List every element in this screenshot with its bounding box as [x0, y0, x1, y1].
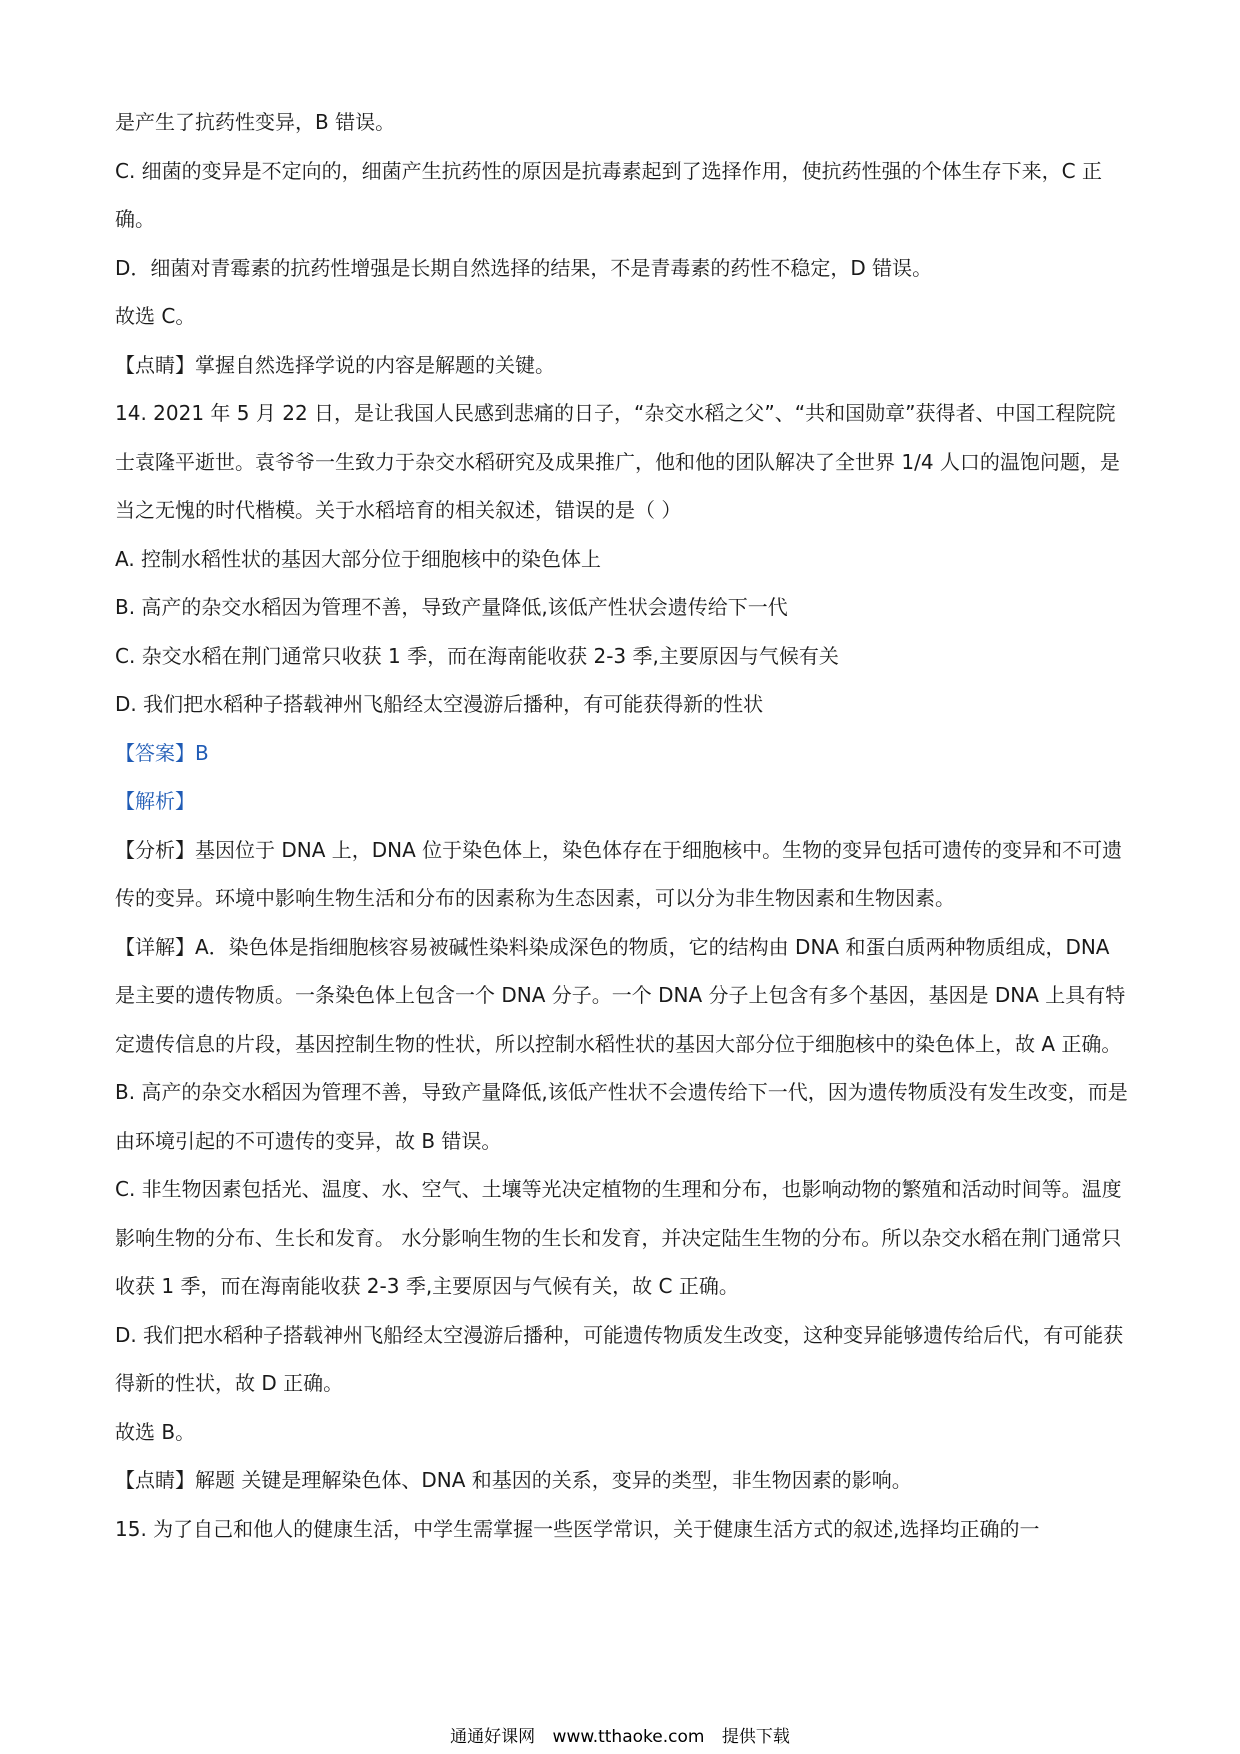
page-footer	[0, 1722, 1240, 1747]
paragraph-13d: D．细菌对青霉素的抗药性增强是长期自然选择的结果，不是青毒素的药性不稳定，D 错误。	[115, 255, 933, 280]
question-15-stem: 15. 为了自己和他人的健康生活，中学生需掌握一些医学常识，关于健康生活方式的叙述,选择均正确的一	[115, 1516, 1040, 1541]
question-14-detail-a: 【详解】A．染色体是指细胞核容易被碱性染料染成深色的物质，它的结构由 DNA 和蛋白质两种物质组成，DNA 是主要的遗传物质。一条染色体上包含一个 DNA 分子。一个 DNA 分子上包含有多个基因，基因是 DNA 上具有特定遗传信息的片段，基因控制生物的性状，所以控制水稻性状的基因大部分位于细胞核中的染色体上，故 A 正确。	[115, 934, 1126, 1056]
question-14-answer: 【答案】B	[115, 740, 209, 765]
paragraph-13c: C. 细菌的变异是不定向的，细菌产生抗药性的原因是抗毒素起到了选择作用，使抗药性强的个体生存下来，C 正确。	[115, 158, 1103, 231]
paragraph-13b-conclusion: 是产生了抗药性变异，B 错误。	[115, 110, 396, 134]
paragraph-13-choice: 故选 C。	[115, 304, 196, 328]
paragraph-13-tip: 【点睛】掌握自然选择学说的内容是解题的关键。	[115, 352, 555, 377]
question-14-detail-c: C. 非生物因素包括光、温度、水、空气、土壤等光决定植物的生理和分布，也影响动物的繁殖和活动时间等。温度影响生物的分布、生长和发育。 水分影响生物的生长和发育，并决定陆生生物的分布。所以杂交水稻在荆门通常只收获 1 季，而在海南能收获 2-3 季,主要原因与气候有关，故 C 正确。	[115, 1177, 1122, 1298]
question-14-detail-d: D. 我们把水稻种子搭载神州飞船经太空漫游后播种，可能遗传物质发生改变，这种变异能够遗传给后代，有可能获得新的性状，故 D 正确。	[115, 1322, 1124, 1395]
question-14-tip: 【点睛】解题 关键是理解染色体、DNA 和基因的关系，变异的类型，非生物因素的影响。	[115, 1468, 912, 1492]
question-14-option-d: D. 我们把水稻种子搭载神州飞船经太空漫游后播种，有可能获得新的性状	[115, 692, 764, 716]
document-body	[115, 98, 1130, 1553]
footer-url[interactable]: www.tthaoke.com	[552, 1727, 705, 1747]
question-14-stem: 14. 2021 年 5 月 22 日，是让我国人民感到悲痛的日子，“杂交水稻之父”、“共和国勋章”获得者、中国工程院院士袁隆平逝世。袁爷爷一生致力于杂交水稻研究及成果推广，他和他的团队解决了全世界 1/4 人口的温饱问题，是当之无愧的时代楷模。关于水稻培育的相关叙述，错误的是（ ）	[115, 401, 1120, 522]
footer-site-name: 通通好课网	[450, 1727, 536, 1747]
question-14-analysis-heading: 【解析】	[115, 789, 195, 813]
footer-suffix: 提供下载	[721, 1727, 790, 1747]
question-14-option-c: C. 杂交水稻在荆门通常只收获 1 季，而在海南能收获 2-3 季,主要原因与气候有关	[115, 643, 839, 668]
question-14-option-b: B. 高产的杂交水稻因为管理不善，导致产量降低,该低产性状会遗传给下一代	[115, 595, 788, 619]
question-14-detail-b: B. 高产的杂交水稻因为管理不善，导致产量降低,该低产性状不会遗传给下一代，因为遗传物质没有发生改变，而是由环境引起的不可遗传的变异，故 B 错误。	[115, 1080, 1128, 1153]
question-14-analysis: 【分析】基因位于 DNA 上，DNA 位于染色体上，染色体存在于细胞核中。生物的变异包括可遗传的变异和不可遗传的变异。环境中影响生物生活和分布的因素称为生态因素，可以分为非生物因素和生物因素。	[115, 837, 1123, 910]
question-14-choice: 故选 B。	[115, 1419, 196, 1444]
question-14-option-a: A. 控制水稻性状的基因大部分位于细胞核中的染色体上	[115, 546, 602, 571]
